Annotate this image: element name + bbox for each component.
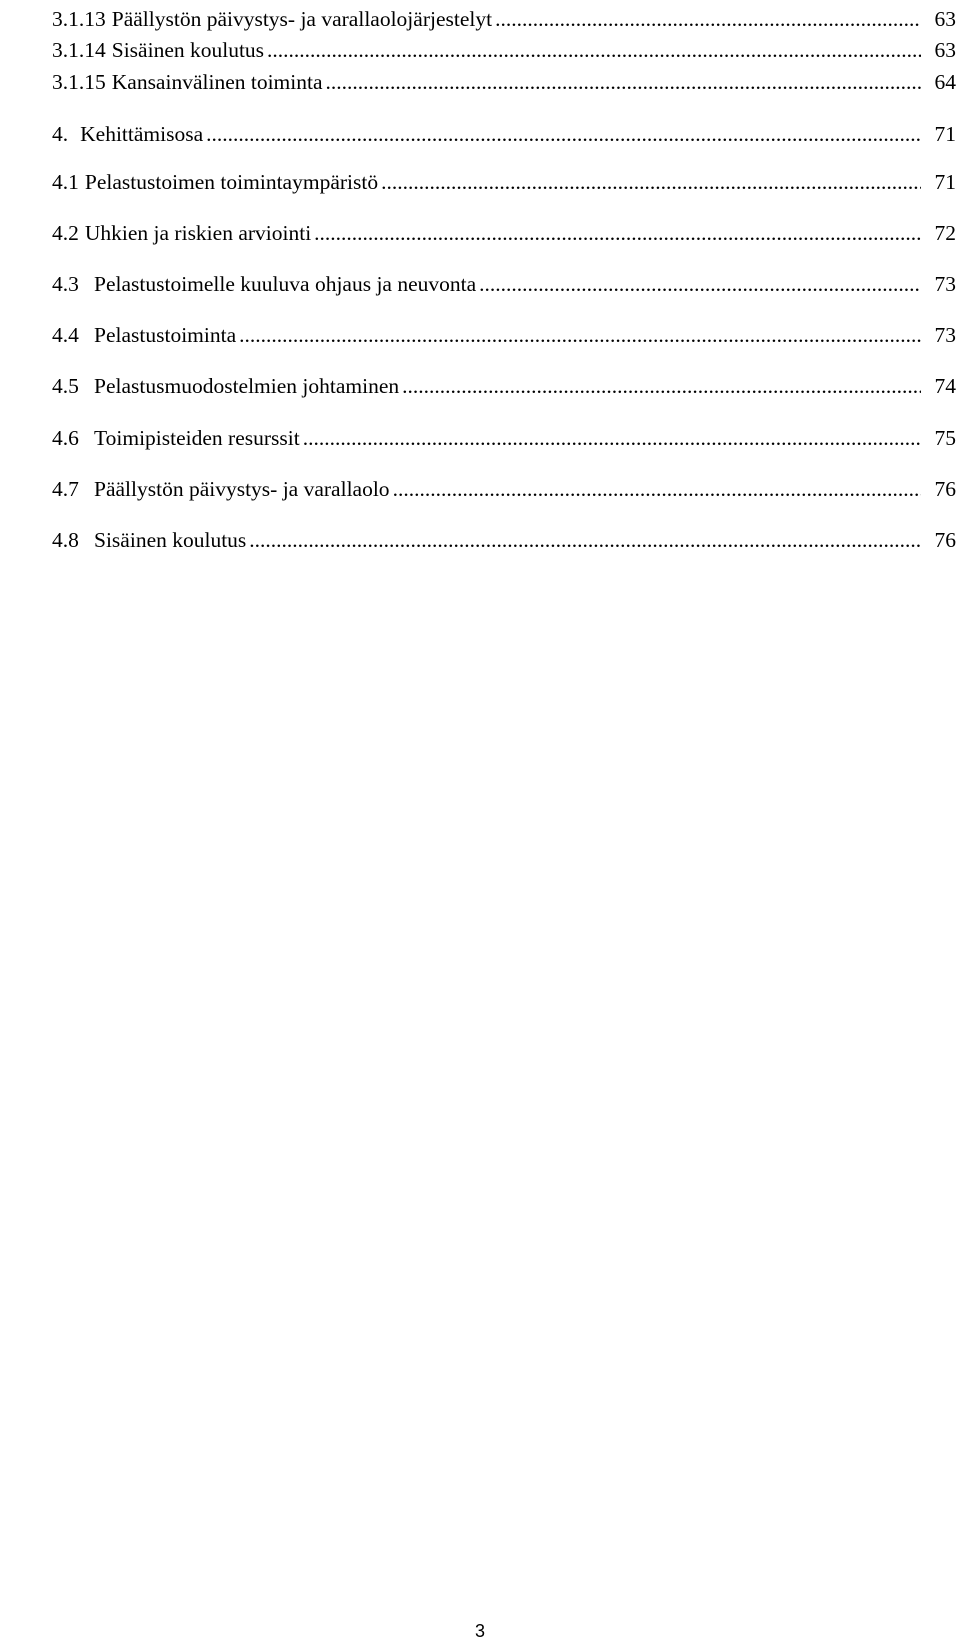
toc-entry-page: 63	[934, 38, 956, 62]
toc-entry-title: Kehittämisosa	[80, 122, 204, 146]
toc-dot-leader	[206, 120, 921, 148]
toc-entry-page: 76	[934, 528, 956, 552]
toc-entry-title: Kansainvälinen toiminta	[111, 70, 323, 94]
toc-entry-number: 4.5	[52, 374, 79, 398]
toc-entry-number: 4.2	[52, 221, 79, 245]
toc-entry-3-1-14[interactable]	[52, 32, 956, 64]
toc-entry-3-1-13[interactable]	[52, 1, 956, 33]
toc-entry-title: Uhkien ja riskien arviointi	[84, 221, 312, 245]
toc-dot-leader	[479, 270, 921, 298]
toc-entry-page: 64	[934, 70, 956, 94]
toc-entry-page: 73	[934, 272, 956, 296]
toc-entry-4-5[interactable]	[52, 368, 956, 400]
toc-entry-4-8[interactable]	[52, 522, 956, 554]
toc-dot-leader	[402, 372, 921, 400]
toc-dot-leader	[267, 36, 921, 64]
toc-dot-leader	[326, 68, 921, 96]
toc-entry-4-4[interactable]	[52, 317, 956, 349]
toc-entry-number: 4.	[52, 122, 69, 146]
toc-entry-title: Toimipisteiden resurssit	[94, 426, 300, 450]
table-of-contents	[0, 0, 960, 560]
toc-entry-page: 73	[934, 323, 956, 347]
toc-entry-title: Pelastustoimen toimintaympäristö	[84, 170, 379, 194]
toc-entry-number: 3.1.15	[52, 70, 106, 94]
toc-entry-title: Sisäinen koulutus	[111, 38, 265, 62]
toc-entry-page: 74	[934, 374, 956, 398]
toc-entry-page: 71	[934, 122, 956, 146]
toc-entry-title: Sisäinen koulutus	[94, 528, 247, 552]
toc-entry-4[interactable]	[52, 116, 956, 148]
toc-dot-leader	[249, 526, 921, 554]
toc-entry-4-2[interactable]	[52, 215, 956, 247]
toc-dot-leader	[303, 424, 921, 452]
toc-dot-leader	[393, 475, 921, 503]
toc-entry-page: 63	[934, 7, 956, 31]
toc-entry-4-1[interactable]	[52, 164, 956, 196]
toc-entry-number: 4.7	[52, 477, 79, 501]
toc-entry-number: 3.1.13	[52, 7, 106, 31]
toc-dot-leader	[495, 5, 921, 33]
toc-entry-page: 71	[934, 170, 956, 194]
toc-entry-title: Pelastusmuodostelmien johtaminen	[94, 374, 400, 398]
toc-entry-page: 76	[934, 477, 956, 501]
toc-entry-number: 4.6	[52, 426, 79, 450]
toc-dot-leader	[239, 321, 921, 349]
toc-entry-number: 4.1	[52, 170, 79, 194]
toc-dot-leader	[314, 219, 921, 247]
toc-entry-title: Pelastustoiminta	[94, 323, 237, 347]
toc-entry-number: 4.8	[52, 528, 79, 552]
toc-dot-leader	[381, 168, 921, 196]
toc-entry-title: Päällystön päivystys- ja varallaolojärjestelyt	[111, 7, 493, 31]
toc-entry-page: 72	[934, 221, 956, 245]
page-number: 3	[474, 1621, 485, 1641]
toc-entry-page: 75	[934, 426, 956, 450]
toc-entry-4-6[interactable]	[52, 420, 956, 452]
toc-entry-4-3[interactable]	[52, 266, 956, 298]
toc-entry-number: 4.3	[52, 272, 79, 296]
toc-entry-title: Päällystön päivystys- ja varallaolo	[94, 477, 390, 501]
toc-entry-number: 4.4	[52, 323, 79, 347]
toc-entry-number: 3.1.14	[52, 38, 106, 62]
toc-entry-3-1-15[interactable]	[52, 64, 956, 96]
toc-entry-title: Pelastustoimelle kuuluva ohjaus ja neuvonta	[94, 272, 477, 296]
toc-entry-4-7[interactable]	[52, 471, 956, 503]
